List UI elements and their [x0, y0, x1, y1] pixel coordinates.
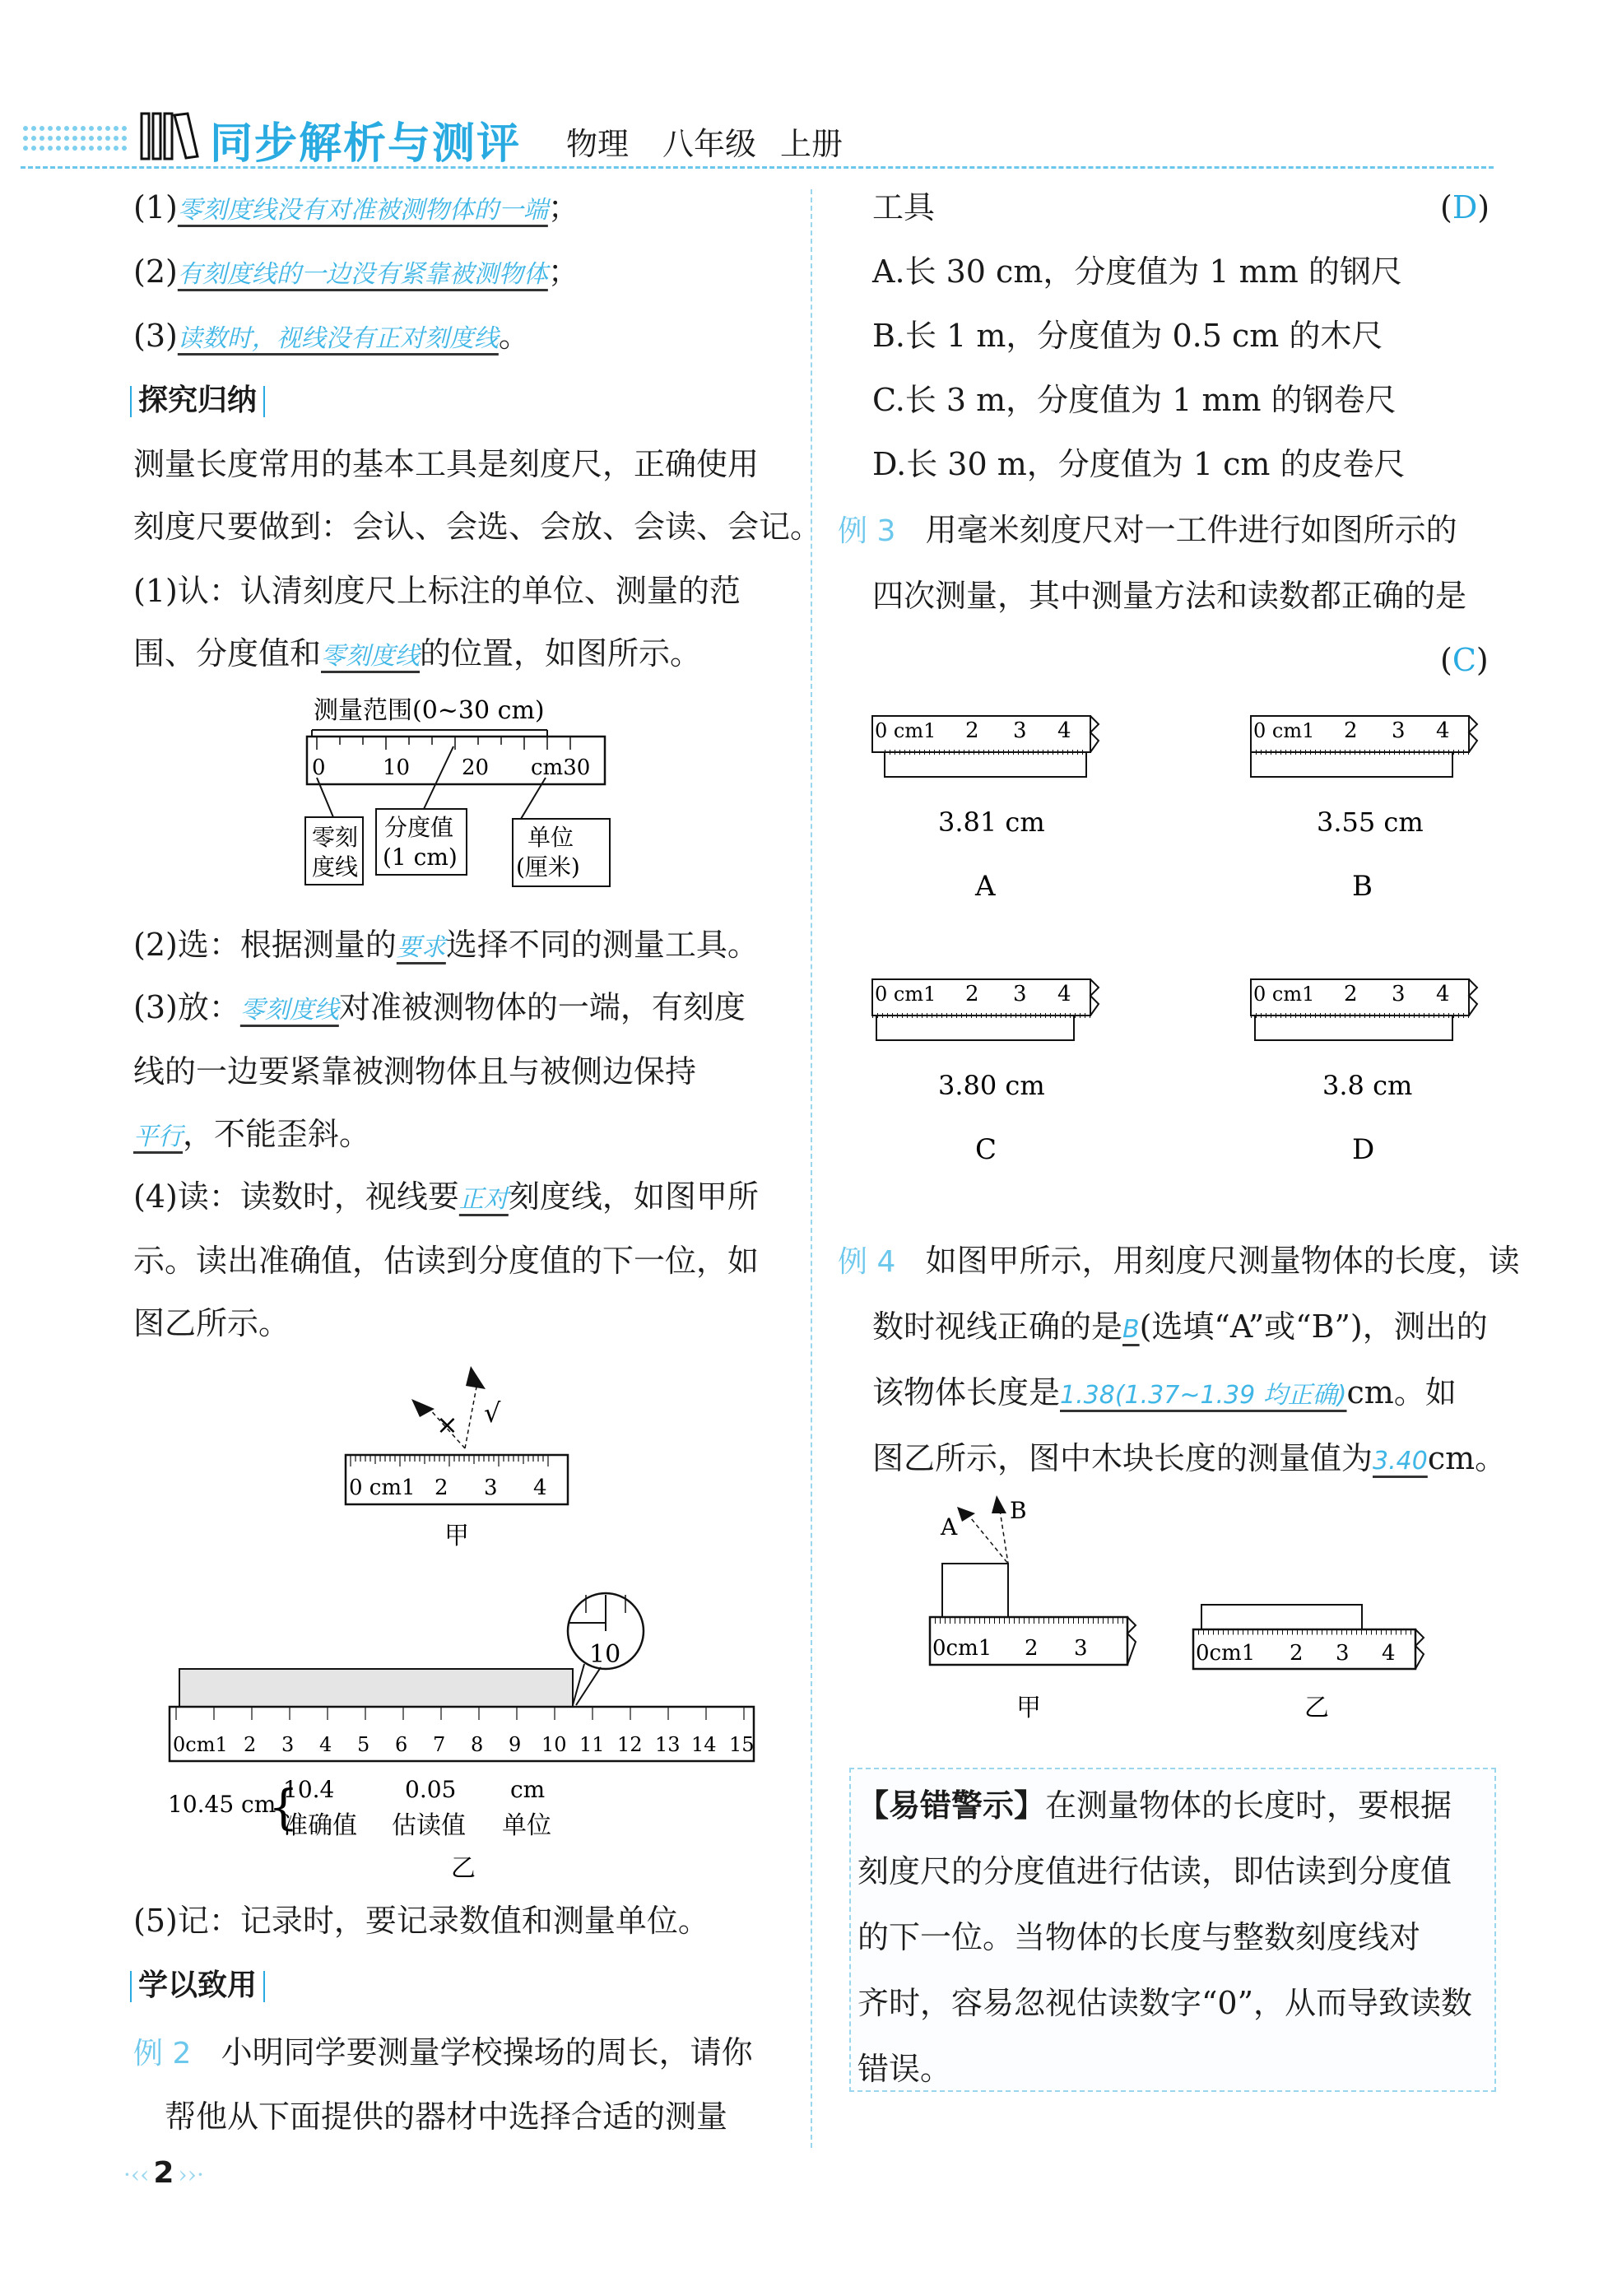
example3-figures: [860, 699, 1502, 1193]
intro-line-2: 刻度尺要做到：会认、会选、会放、会读、会记。: [133, 509, 822, 545]
label-b: B: [1352, 870, 1373, 903]
option-b: B.长 1 m，分度值为 0.5 cm 的木尺: [872, 318, 1383, 354]
magnifier-label: 10: [589, 1640, 621, 1669]
figure-b: [1251, 716, 1477, 903]
accurate-value: 10.4: [283, 1776, 335, 1803]
jia-tick-3: 3: [484, 1476, 498, 1500]
c-tick-3: 3: [1013, 982, 1027, 1006]
yi-tick-0: 0cm1: [173, 1733, 228, 1756]
c-tick-2: 2: [965, 982, 979, 1006]
example4-line-1: 例 4 如图甲所示，用刻度尺测量物体的长度，读: [838, 1243, 1520, 1279]
c-tick-0: 0 cm1: [875, 983, 936, 1006]
d-tick-3: 3: [1392, 982, 1406, 1006]
wrong-mark: ×: [436, 1409, 458, 1440]
point3-line-1: (3)放：零刻度线对准被测物体的一端，有刻度: [133, 989, 746, 1025]
eye-label-a: A: [941, 1513, 958, 1541]
option-d: D.长 30 m，分度值为 1 cm 的皮卷尺: [872, 446, 1406, 482]
example3-answer: (C): [1440, 642, 1489, 678]
yi-tick-14: 14: [691, 1733, 717, 1756]
yi-tick-10: 10: [541, 1733, 567, 1756]
answer-parallel: 平行: [133, 1122, 183, 1151]
example3-label: 例 3: [838, 514, 896, 548]
example2-label: 例 2: [133, 2037, 192, 2071]
d-tick-0: 0 cm1: [1253, 983, 1315, 1006]
page-number: 2: [153, 2156, 174, 2190]
yi-tick-9: 9: [509, 1733, 522, 1756]
answer-1: 零刻度线没有对准被测物体的一端: [177, 196, 548, 225]
ex4-yi-tick-4: 4: [1382, 1641, 1396, 1666]
intro-line-1: 测量长度常用的基本工具是刻度尺，正确使用: [133, 446, 760, 482]
division-label-1: 分度值: [384, 814, 454, 841]
warning-line-5: 错误。: [857, 2051, 952, 2087]
jia-tick-0: 0 cm1: [349, 1476, 416, 1500]
reading-value: 10.45 cm: [168, 1791, 277, 1818]
series-title: 同步解析与测评: [210, 119, 522, 169]
b-tick-0: 0 cm1: [1253, 719, 1315, 742]
right-mark: √: [484, 1397, 501, 1429]
header: [0, 99, 1608, 173]
point3-line-3: 平行，不能歪斜。: [133, 1116, 371, 1152]
point4-line-1: (4)读：读数时，视线要正对刻度线，如图甲所: [133, 1178, 759, 1215]
reading-d: 3.8 cm: [1322, 1070, 1413, 1101]
example2-line-1: 例 2 小明同学要测量学校操场的周长，请你: [133, 2034, 753, 2071]
answer-block-length: 3.40: [1373, 1447, 1428, 1476]
example4-figures: [918, 1494, 1444, 1724]
example4-label: 例 4: [838, 1245, 896, 1279]
header-subject: 物理: [566, 126, 630, 162]
answer-facing: 正对: [458, 1185, 509, 1214]
point1-line-2: 围、分度值和零刻度线的位置，如图所示。: [133, 635, 702, 672]
header-dots-decoration: [21, 123, 136, 156]
point5: (5)记：记录时，要记录数值和测量单位。: [133, 1903, 709, 1939]
ex4-jia-caption: 甲: [1016, 1694, 1041, 1722]
b-tick-3: 3: [1392, 718, 1406, 743]
page-number-footer: ·‹‹ 2 ››·: [123, 2156, 204, 2190]
answer-sightline: B: [1122, 1315, 1140, 1344]
b-tick-4: 4: [1436, 718, 1450, 743]
yi-tick-8: 8: [471, 1733, 484, 1756]
example2-line-3: 工具: [872, 189, 936, 225]
example4-line-3: 该物体长度是1.38(1.37~1.39 均正确)cm。如: [872, 1374, 1457, 1411]
eye-label-b: B: [1010, 1497, 1027, 1524]
answer-length: 1.38(1.37~1.39 均正确): [1060, 1381, 1347, 1410]
answer-zero-line: 零刻度线: [321, 642, 421, 671]
reading-b: 3.55 cm: [1317, 806, 1424, 838]
jia-tick-4: 4: [533, 1476, 547, 1500]
label-c: C: [975, 1133, 997, 1166]
zero-line-label-1: 零刻: [312, 824, 359, 851]
column-divider: [811, 189, 812, 2148]
point1-line-1: (1)认：认清刻度尺上标注的单位、测量的范: [133, 573, 741, 609]
yi-caption: 乙: [451, 1854, 476, 1883]
c-tick-4: 4: [1057, 982, 1071, 1006]
ex4-yi-caption: 乙: [1304, 1694, 1329, 1722]
option-a: A.长 30 cm，分度值为 1 mm 的钢尺: [872, 253, 1402, 290]
point4-line-2: 示。读出准确值，估读到分度值的下一位，如: [133, 1243, 760, 1279]
example2-line-2: 帮他从下面提供的器材中选择合适的测量: [165, 2098, 728, 2135]
fig1-tick-0: 0: [312, 755, 326, 780]
reading-sightline-figure: [329, 1358, 584, 1564]
ex4-jia-tick-3: 3: [1074, 1636, 1088, 1661]
item-2: (2)有刻度线的一边没有紧靠被测物体；: [133, 253, 579, 290]
fig1-tick-10: 10: [383, 755, 411, 780]
fig1-tick-20: 20: [462, 755, 490, 780]
yi-tick-5: 5: [357, 1733, 370, 1756]
eye-icon-vertical: [466, 1366, 486, 1389]
jia-tick-2: 2: [435, 1476, 448, 1500]
example3-line-2: 四次测量，其中测量方法和读数都正确的是: [872, 578, 1467, 614]
section-heading-application: 学以致用: [123, 1965, 272, 2006]
label-a: A: [975, 870, 996, 903]
example4-line-4: 图乙所示，图中木块长度的测量值为3.40cm。: [872, 1440, 1507, 1476]
yi-tick-13: 13: [655, 1733, 681, 1756]
ex4-figure-yi: [1193, 1605, 1424, 1722]
yi-tick-12: 12: [617, 1733, 643, 1756]
section-heading-summary: 探究归纳: [123, 380, 272, 421]
example3-line-1: 例 3 用毫米刻度尺对一工件进行如图所示的: [838, 512, 1457, 548]
answer-3: 读数时，视线没有正对刻度线: [177, 324, 499, 353]
yi-tick-15: 15: [729, 1733, 755, 1756]
figure-a: [872, 716, 1099, 903]
yi-tick-6: 6: [395, 1733, 408, 1756]
option-c: C.长 3 m，分度值为 1 mm 的钢卷尺: [872, 382, 1397, 418]
warning-line-1: 【易错警示】在测量物体的长度时，要根据: [857, 1787, 1452, 1824]
books-logo-icon: [138, 107, 200, 165]
ex4-yi-tick-3: 3: [1336, 1641, 1350, 1666]
figure-c: [872, 979, 1099, 1166]
header-dashed-rule: [21, 166, 1494, 169]
unit-label-2: (厘米): [516, 853, 580, 881]
unit-label: 单位: [502, 1811, 551, 1840]
reading-brace: {: [268, 1779, 299, 1835]
example4-line-2: 数时视线正确的是B(选填“A”或“B”)，测出的: [872, 1308, 1488, 1345]
b-tick-2: 2: [1344, 718, 1358, 743]
eye-icon-oblique: [411, 1399, 435, 1417]
zero-line-label-2: 度线: [312, 853, 359, 881]
unit-label-1: 单位: [527, 824, 574, 851]
ex4-yi-tick-2: 2: [1290, 1641, 1304, 1666]
estimate-label: 估读值: [392, 1811, 466, 1840]
warning-line-4: 齐时，容易忽视估读数字“0”，从而导致读数: [857, 1985, 1473, 2021]
d-tick-2: 2: [1344, 982, 1358, 1006]
unit-value: cm: [510, 1776, 546, 1803]
eye-icon-b: [992, 1495, 1006, 1513]
warning-title: 【易错警示】: [857, 1787, 1046, 1824]
item-3: (3)读数时，视线没有正对刻度线。: [133, 318, 530, 354]
point2: (2)选：根据测量的要求选择不同的测量工具。: [133, 927, 759, 963]
answer-requirement: 要求: [396, 933, 446, 962]
d-tick-4: 4: [1436, 982, 1450, 1006]
yi-tick-4: 4: [319, 1733, 332, 1756]
yi-tick-2: 2: [244, 1733, 257, 1756]
warning-line-3: 的下一位。当物体的长度与整数刻度线对: [857, 1919, 1421, 1955]
ex4-jia-tick-0: 0cm1: [932, 1636, 992, 1661]
example2-answer: (D): [1440, 189, 1490, 225]
accurate-label: 准确值: [283, 1811, 357, 1840]
fig1-tick-cm30: cm30: [531, 755, 591, 780]
figure-d: [1251, 979, 1477, 1166]
ex4-jia-tick-2: 2: [1025, 1636, 1039, 1661]
a-tick-2: 2: [965, 718, 979, 743]
estimated-reading-figure: [165, 1572, 757, 1885]
yi-tick-11: 11: [579, 1733, 605, 1756]
division-label-2: (1 cm): [383, 844, 458, 871]
label-d: D: [1352, 1133, 1375, 1166]
reading-a: 3.81 cm: [938, 806, 1045, 838]
ex4-figure-jia: [930, 1495, 1136, 1722]
yi-tick-3: 3: [281, 1733, 295, 1756]
a-tick-3: 3: [1013, 718, 1027, 743]
jia-caption: 甲: [444, 1522, 469, 1550]
item-1: (1)零刻度线没有对准被测物体的一端；: [133, 189, 579, 225]
ex4-yi-tick-0: 0cm1: [1196, 1641, 1256, 1666]
header-grade: 八年级: [662, 126, 757, 162]
answer-2: 有刻度线的一边没有紧靠被测物体: [177, 260, 548, 289]
yi-tick-7: 7: [433, 1733, 446, 1756]
measure-range-label: 测量范围(0~30 cm): [314, 696, 545, 725]
header-volume: 上册: [780, 126, 844, 162]
answer-zero-line-2: 零刻度线: [239, 996, 339, 1025]
a-tick-4: 4: [1057, 718, 1071, 743]
reading-c: 3.80 cm: [938, 1070, 1045, 1101]
a-tick-0: 0 cm1: [875, 719, 936, 742]
warning-line-2: 刻度尺的分度值进行估读，即估读到分度值: [857, 1853, 1452, 1889]
estimate-value: 0.05: [405, 1776, 457, 1803]
ruler-parts-diagram: [300, 695, 613, 893]
point3-line-2: 线的一边要紧靠被测物体且与被侧边保持: [133, 1053, 697, 1090]
point4-line-3: 图乙所示。: [133, 1305, 290, 1341]
